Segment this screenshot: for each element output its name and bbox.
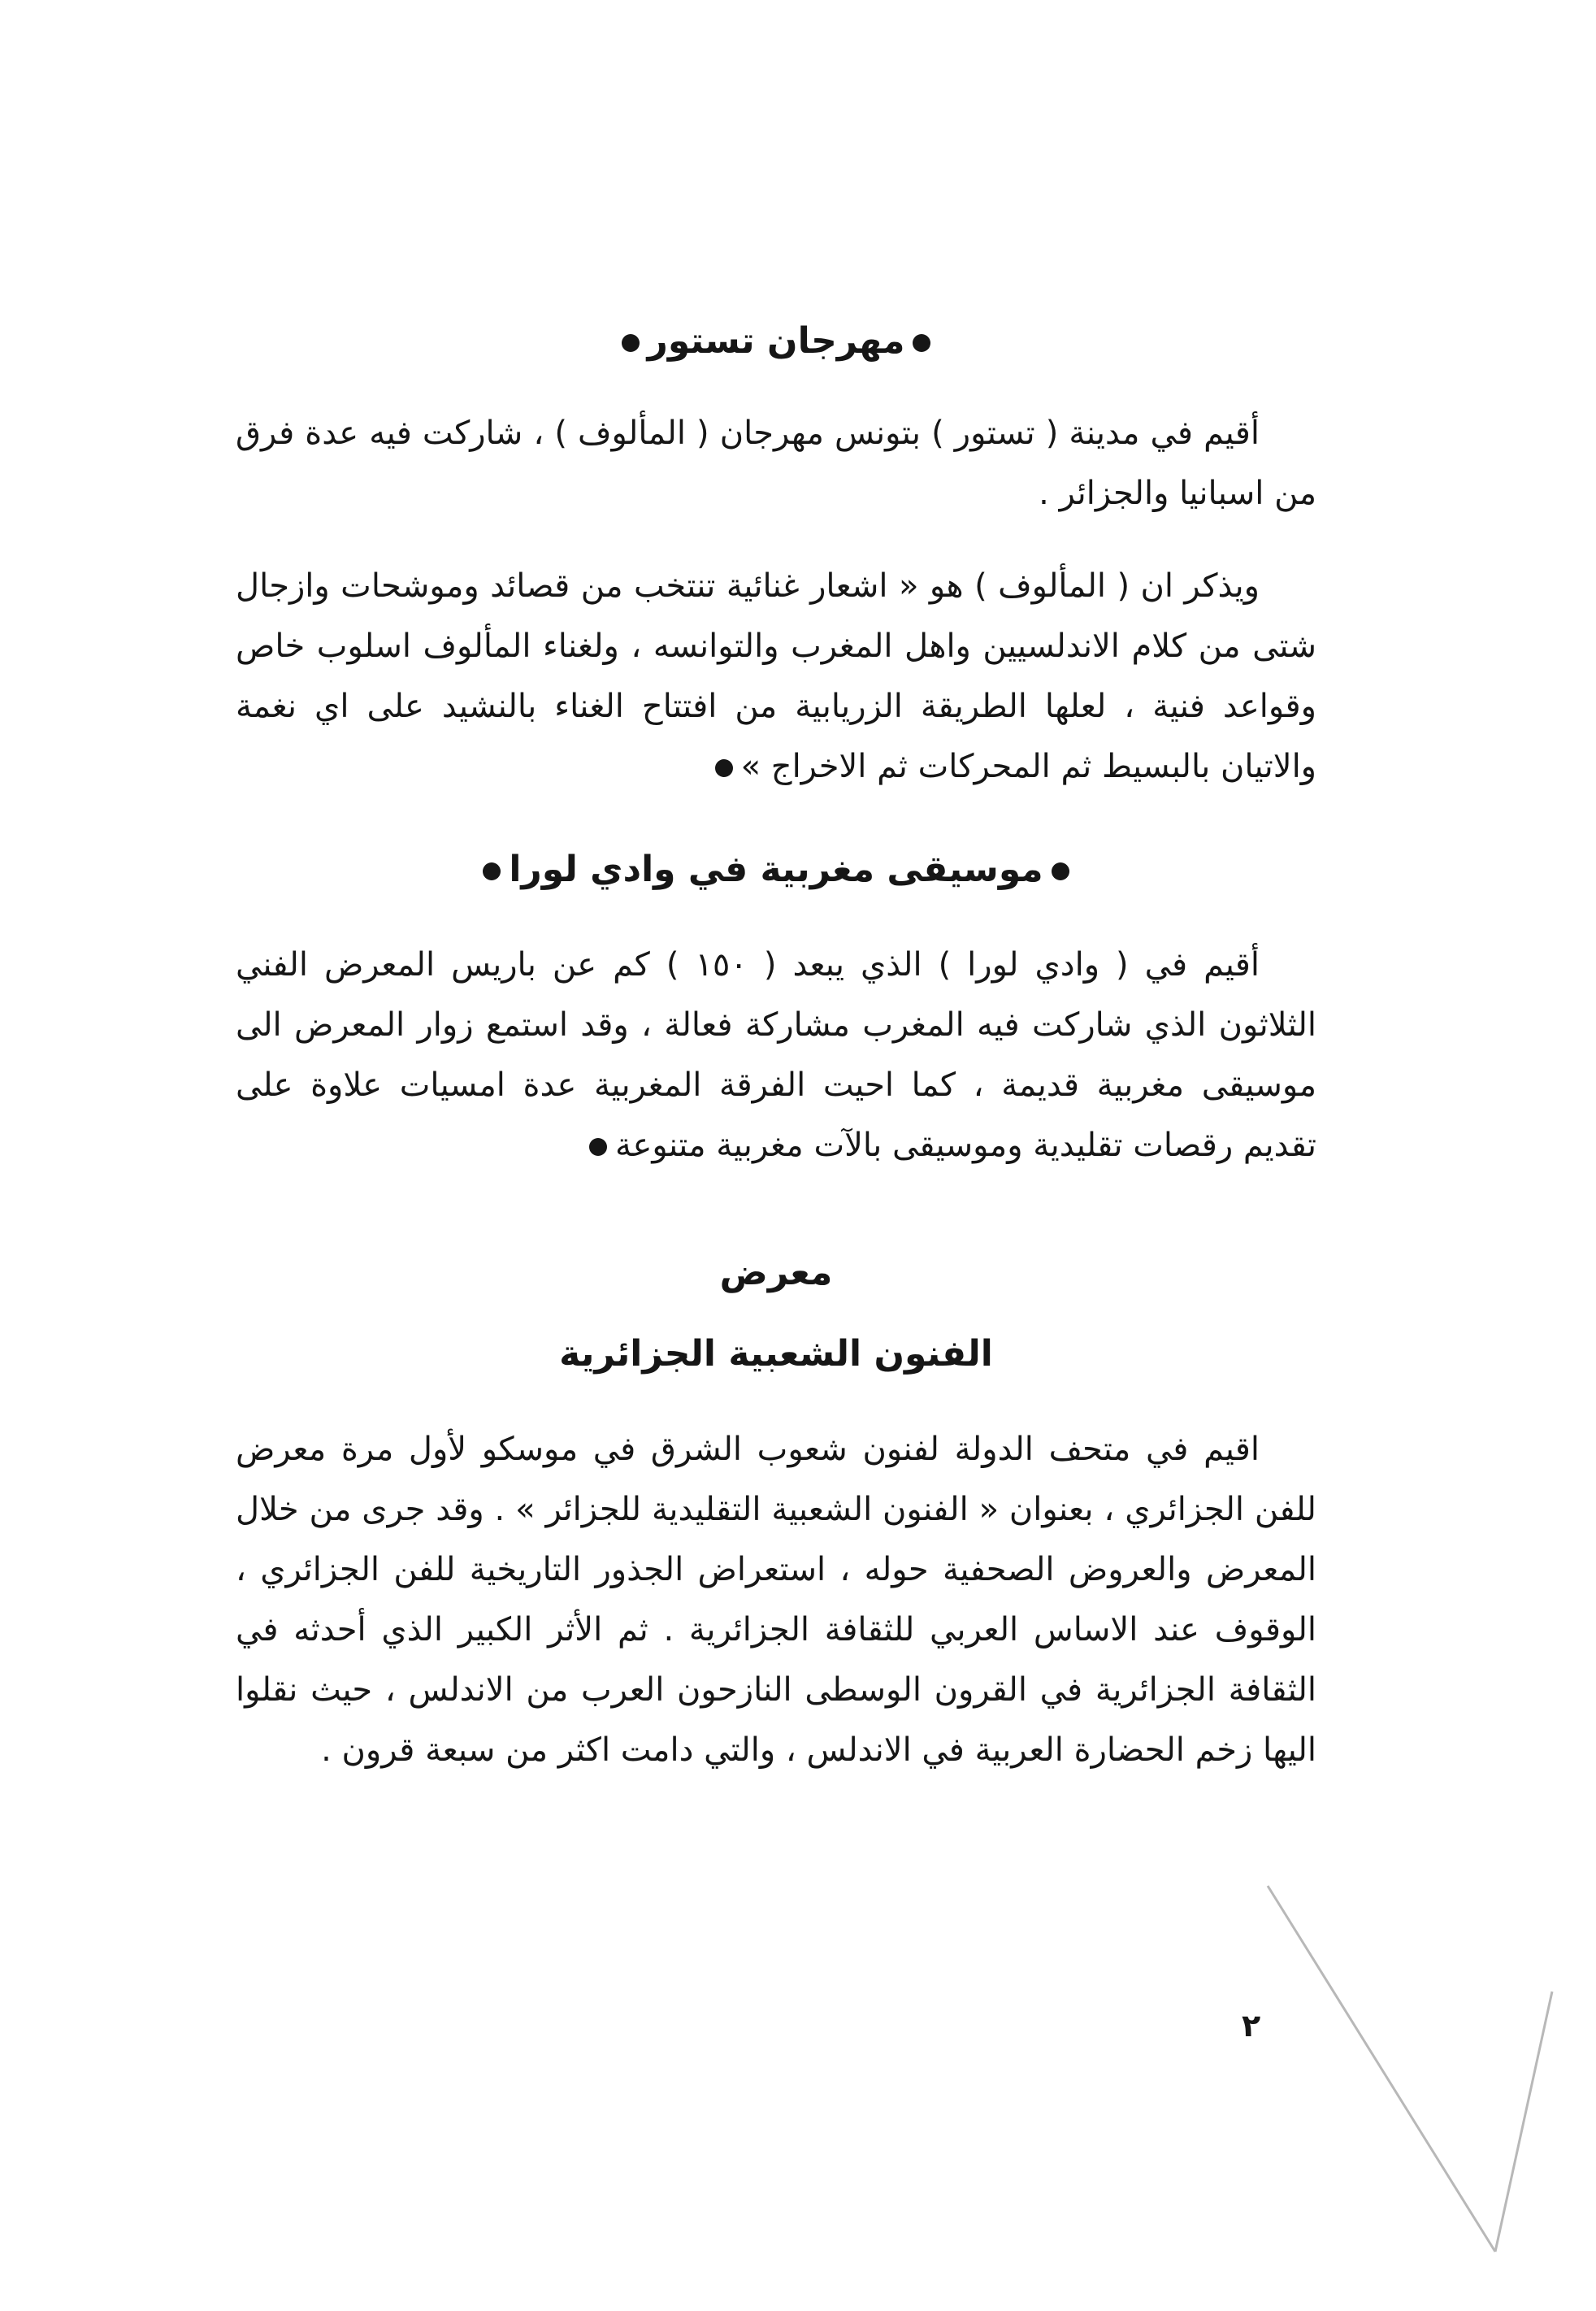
bullet-icon	[913, 334, 930, 352]
bullet-icon	[589, 1138, 607, 1156]
paragraph-music	[236, 935, 1316, 1175]
paragraph-text: ويذكر ان ( المألوف ) هو « اشعار غنائية تنتخب من قصائد وموشحات وازجال شتى من كلام الاندلسيين واهل المغرب والتوانسه ، ولغناء المألوف اسلوب خاص وقواعد فنية ، لعلها الطريقة الزريابية من افتتاح الغناء بالنشيد على اي نغمة والاتيان بالبسيط ثم المحركات ثم الاخراج »	[236, 567, 1316, 785]
section-heading-festival	[236, 309, 1316, 374]
page-number: ٢	[1242, 2008, 1261, 2044]
paragraph-exhibition: اقيم في متحف الدولة لفنون شعوب الشرق في موسكو لأول مرة معرض للفن الجزائري ، بعنوان « الفنون الشعبية التقليدية للجزائر » . وقد جرى من خلال المعرض والعروض الصحفية حوله ، استعراض الجذور التاريخية للفن الجزائري ، الوقوف عند الاساس العربي للثقافة الجزائرية . ثم الأثر الكبير الذي أحدثه في الثقافة الجزائرية في القرون الوسطى النازحون العرب من الاندلس ، حيث نقلوا اليها زخم الحضارة العربية في الاندلس ، والتي دامت اكثر من سبعة قرون .	[236, 1431, 1316, 1769]
paragraph-festival-intro: أقيم في مدينة ( تستور ) بتونس مهرجان ( المألوف ) ، شاركت فيه عدة فرق من اسبانيا والجزائر .	[236, 415, 1316, 512]
bullet-icon	[622, 334, 640, 352]
paragraph-festival-definition	[236, 556, 1316, 797]
section-heading-exhibition: معرض	[719, 1252, 833, 1293]
bullet-icon	[1052, 862, 1069, 880]
section-heading-music	[236, 837, 1316, 902]
heading-text: مهرجان تستور	[647, 320, 905, 362]
section-subheading-exhibition: الفنون الشعبية الجزائرية	[559, 1333, 993, 1375]
heading-text: موسيقى مغربية في وادي لورا	[509, 849, 1043, 890]
paper-fold-mark	[1219, 1829, 1560, 2311]
text-column	[236, 309, 1316, 1780]
paragraph-text: أقيم في ( وادي لورا ) الذي يبعد ( ١٥٠ ) كم عن باريس المعرض الفني الثلاثون الذي شاركت فيه المغرب مشاركة فعالة ، وقد استمع زوار المعرض الى موسيقى مغربية قديمة ، كما احيت الفرقة المغربية عدة امسيات علاوة على تقديم رقصات تقليدية وموسيقى بالآت مغربية متنوعة	[236, 946, 1316, 1164]
bullet-icon	[715, 759, 733, 777]
bullet-icon	[483, 862, 501, 880]
